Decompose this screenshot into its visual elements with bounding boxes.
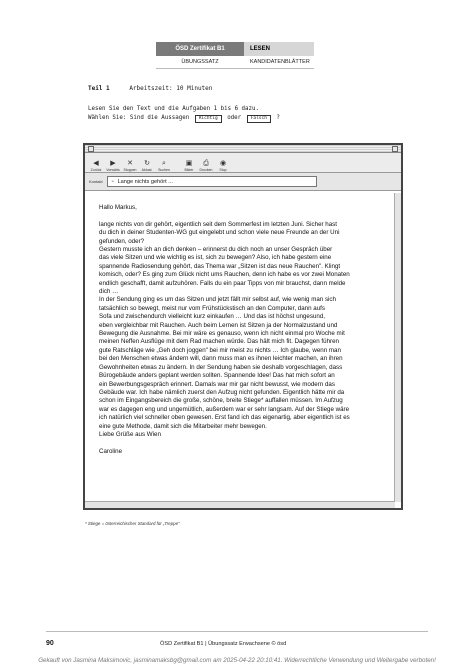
address-value: Lange nichts gehört ...: [117, 178, 173, 185]
toolbar-button-back[interactable]: ◀ Zurück: [90, 160, 102, 172]
question-mark: ?: [276, 115, 280, 121]
instruction-line-2: [88, 114, 280, 123]
toolbar-button-stop-2[interactable]: ◉ Stop: [219, 160, 227, 172]
vertical-scrollbar[interactable]: [394, 193, 401, 502]
falsch-chip: Falsch: [247, 115, 271, 123]
letter-body: lange nichts von dir gehört, eigentlich seit dem Sommerfest im letzten Juni. Sicher hast du dich in deiner Studenten-WG gut eingelebt und schon viele neue Freunde an der Uni gefunden, oder? Gestern musste ich an dich denken – erinnerst du dich noch an unser Gespräch über das viele Sitzen und wie wichtig es ist, sich zu bewegen? Also, ich habe gestern eine spannende Radiosendung gehört, das Thema war „Sitzen ist das neue Rauchen". Klingt komisch, oder? Es ging zum Glück nicht ums Rauchen, denn ich habe es vor zwei Monaten endlich geschafft, damit aufzuhören. Falls du ein paar Tipps von mir brauchst, dann melde dich … In der Sendung ging es um das Sitzen und jetzt fällt mir selbst auf, wie wenig man sich tatsächlich so bewegt, meist nur vom Frühstückstisch an den Computer, dann aufs Sofa und zwischendurch vielleicht kurz einkaufen … Und das ist höchst ungesund, eben vergleichbar mit Rauchen. Auch beim Lernen ist Sitzen ja der Normalzustand und Bewegung die Ausnahme. Bei mir wäre es genauso, wenn ich nicht einmal pro Woche mit meinen Neffen Ausflüge mit dem Rad machen würde. Das hält mich fit. Dagegen führen gute Ratschläge wie „Geh doch joggen" bei mir meist zu nichts … Ich glaube, wenn man bei den Menschen etwas ändern will, dann muss man es ihnen leichter machen, an ihren Gewohnheiten etwas zu ändern. In der Sendung haben sie deshalb vorgeschlagen, dass Bürogebäude anders geplant werden sollten. Spannende Idee! Das hat mich sofort an ein Bewerbungsgespräch erinnert. Damals war mir gar nicht bewusst, wie modern das Gebäude war. Ich habe nämlich zuerst den Aufzug nicht gefunden. Eigentlich hätte mir da schon im Eingangsbereich die große, schöne, breite Stiege* auffallen müssen. Im Aufzug war es dagegen eng und ungemütlich, außerdem war er sehr langsam. Auf der Stiege wäre ich natürlich viel schneller oben gewesen. Erst fand ich das eigenartig, aber eigentlich ist es eine gute Methode, damit sich die Mitarbeiter mehr bewegen. Liebe Grüße aus Wien: [99, 220, 350, 438]
image-icon: ▣: [185, 160, 193, 167]
print-icon: ⎙: [203, 160, 209, 167]
footer-divider: [46, 631, 428, 632]
task-heading: [88, 85, 212, 92]
letter-signature: Caroline: [99, 447, 123, 455]
address-bar: [85, 173, 401, 191]
uebungssatz-label: ÜBUNGSSATZ: [181, 59, 219, 65]
arbeitszeit-label: Arbeitszeit: 10 Minuten: [129, 85, 213, 92]
page-number: 90: [46, 640, 54, 647]
footer-text: ÖSD Zertifikat B1 | Übungssatz Erwachsene © ösd: [160, 641, 287, 647]
close-box-icon[interactable]: [88, 146, 94, 152]
search-icon: ⌕: [162, 160, 166, 167]
instruction-text: Wählen Sie: Sind die Aussagen: [88, 115, 190, 121]
toolbar-button-print[interactable]: ⎙ Drucken: [199, 160, 213, 172]
task-instructions: [88, 105, 280, 123]
instruction-line-1: Lesen Sie den Text und die Aufgaben 1 bis 6 dazu.: [88, 106, 260, 112]
page-icon: ▫: [111, 178, 114, 185]
toolbar-button-refresh[interactable]: ↻ Aktual.: [141, 160, 153, 172]
back-arrow-icon: ◀: [93, 160, 99, 167]
horizontal-scrollbar[interactable]: [85, 501, 395, 508]
address-label: Kontakt: [89, 179, 103, 184]
toolbar-button-forward[interactable]: ▶ Vorwärts: [106, 160, 120, 172]
title-bar: [85, 145, 401, 153]
teil-label: Teil 1: [88, 85, 110, 92]
stop-icon: ✕: [127, 160, 133, 167]
zertifikat-label: ÖSD Zertifikat B1: [156, 42, 244, 56]
leseteil-label: LESEN: [244, 42, 314, 56]
toolbar-button-stop[interactable]: ✕ Stoppen: [123, 160, 137, 172]
address-field[interactable]: [107, 176, 317, 187]
toolbar-button-images[interactable]: ▣ Bilder: [184, 160, 194, 172]
richtig-chip: Richtig: [195, 115, 222, 123]
browser-toolbar: [85, 153, 401, 173]
toolbar-button-search[interactable]: ⌕ Suchen: [158, 160, 170, 172]
header-top-row: [156, 42, 314, 56]
forward-arrow-icon: ▶: [110, 160, 116, 167]
zoom-box-icon[interactable]: [392, 146, 398, 152]
browser-window: [83, 143, 403, 510]
oder-text: oder: [227, 115, 242, 121]
footnote: * Stiege = österreichischer Standard für „Treppe": [85, 521, 180, 526]
purchase-note: Gekauft von Jasmina Maksimovic, jasminamaksbg@gmail.com am 2025-04-22 20:10:41. Widerrechtliche Verwendung und Weitergabe verboten!: [38, 657, 436, 664]
email-content: [89, 193, 393, 500]
stop-icon: ◉: [219, 160, 227, 167]
header-sub-row: [156, 56, 314, 69]
refresh-icon: ↻: [144, 160, 150, 167]
letter-greeting: Hallo Markus,: [99, 204, 137, 211]
kandidatenblaetter-label: KANDIDATENBLÄTTER: [250, 59, 310, 65]
